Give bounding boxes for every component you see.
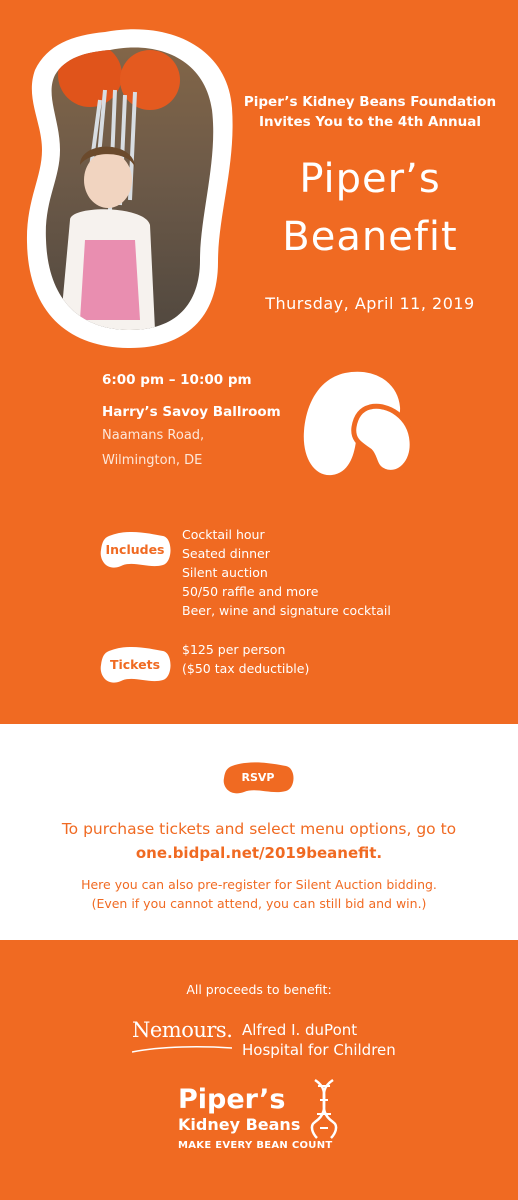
list-item: Beer, wine and signature cocktail — [182, 603, 391, 618]
purchase-instructions: To purchase tickets and select menu options, go to — [61, 820, 457, 838]
kidney-bean-icon — [300, 365, 420, 485]
bean-shaped-photo — [0, 0, 250, 350]
sponsors-section — [0, 940, 518, 1200]
tickets-badge — [99, 645, 171, 685]
list-item: Cocktail hour — [182, 527, 265, 542]
pipers-logo-name: Piper’s — [178, 1084, 286, 1115]
proceeds-text: All proceeds to benefit: — [186, 982, 332, 997]
venue-address-line-2: Wilmington, DE — [102, 453, 203, 468]
foundation-line-2: Invites You to the 4th Annual — [258, 114, 482, 130]
dna-icon — [305, 1078, 343, 1140]
preregister-note-line-2: (Even if you cannot attend, you can still bid and win.) — [91, 896, 427, 911]
rsvp-badge — [222, 761, 294, 795]
hospital-line-2: Hospital for Children — [242, 1041, 396, 1059]
list-item: $125 per person — [182, 642, 286, 657]
bidpal-link[interactable]: one.bidpal.net/2019beanefit. — [135, 844, 383, 862]
event-time: 6:00 pm – 10:00 pm — [102, 372, 252, 388]
event-title-line-1: Piper’s — [299, 156, 441, 202]
tickets-label: Tickets — [109, 657, 161, 672]
foundation-line-1: Piper’s Kidney Beans Foundation — [243, 94, 497, 110]
includes-label: Includes — [105, 542, 165, 557]
foundation-invitation — [220, 92, 518, 132]
includes-badge — [99, 530, 171, 570]
event-title — [220, 150, 518, 266]
tickets-list — [182, 640, 309, 678]
preregister-note-line-1: Here you can also pre-register for Silent Auction bidding. — [81, 877, 437, 892]
hospital-name — [242, 1020, 396, 1060]
event-date: Thursday, April 11, 2019 — [265, 294, 475, 313]
kidney-beans-logo-name: Kidney Beans — [178, 1115, 301, 1134]
hospital-line-1: Alfred I. duPont — [242, 1021, 358, 1039]
event-venue: Harry’s Savoy Ballroom — [102, 404, 281, 420]
rsvp-label: RSVP — [241, 771, 275, 784]
list-item: Seated dinner — [182, 546, 270, 561]
list-item: ($50 tax deductible) — [182, 661, 310, 676]
list-item: Silent auction — [182, 565, 268, 580]
includes-list — [182, 525, 391, 620]
venue-address-line-1: Naamans Road, — [102, 428, 205, 443]
list-item: 50/50 raffle and more — [182, 584, 319, 599]
logo-tagline: MAKE EVERY BEAN COUNT — [178, 1140, 333, 1151]
nemours-swoosh-icon — [132, 1044, 232, 1054]
rsvp-section — [0, 724, 518, 940]
nemours-logo: Nemours. — [132, 1018, 233, 1042]
event-title-line-2: Beanefit — [282, 214, 458, 260]
